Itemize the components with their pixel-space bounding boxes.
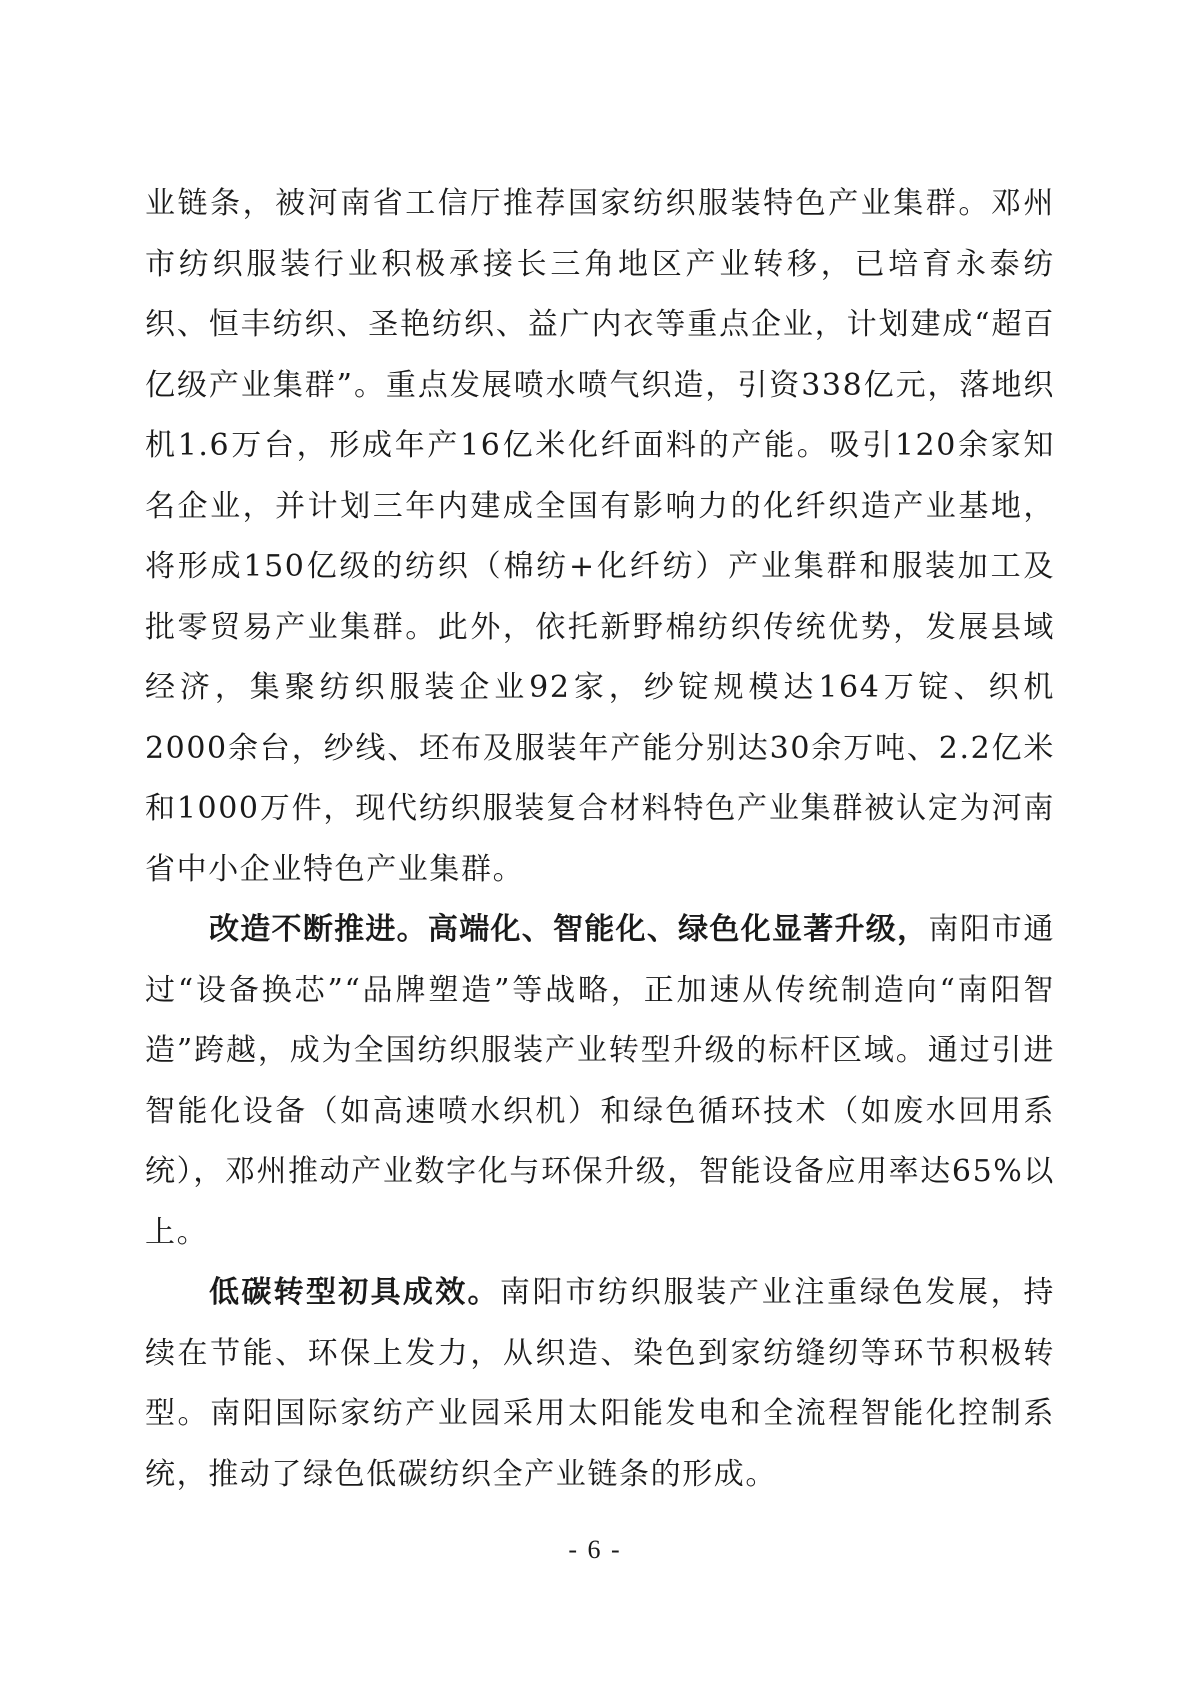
paragraph-lead-heading: 低碳转型初具成效。 xyxy=(209,1275,500,1310)
paragraph-text: 业链条，被河南省工信厅推荐国家纺织服装特色产业集群。邓州市纺织服装行业积极承接长三角地区产业转移，已培育永泰纺织、恒丰纺织、圣艳纺织、益广内衣等重点企业，计划建成“超百亿级产业集群”。重点发展喷水喷气织造，引资338亿元，落地织机1.6万台，形成年产16亿米化纤面料的产能。吸引120余家知名企业，并计划三年内建成全国有影响力的化纤织造产业基地，将形成150亿级的纺织（棉纺+化纤纺）产业集群和服装加工及批零贸易产业集群。此外，依托新野棉纺织传统优势，发展县域经济，集聚纺织服装企业92家，纱锭规模达164万锭、织机2000余台，纱线、坯布及服装年产能分别达30余万吨、2.2亿米和1000万件，现代纺织服装复合材料特色产业集群被认定为河南省中小企业特色产业集群。 xyxy=(145,186,1055,887)
paragraph-low-carbon xyxy=(145,1263,1055,1505)
page-number: - 6 - xyxy=(568,1535,622,1564)
paragraph-upgrade xyxy=(145,900,1055,1263)
paragraph-industry-chain xyxy=(145,174,1055,900)
paragraph-text: 南阳市纺织服装产业注重绿色发展，持续在节能、环保上发力，从织造、染色到家纺缝纫等环节积极转型。南阳国际家纺产业园采用太阳能发电和全流程智能化控制系统，推动了绿色低碳纺织全产业链条的形成。 xyxy=(145,1275,1055,1492)
paragraph-lead-heading: 改造不断推进。高端化、智能化、绿色化显著升级， xyxy=(209,912,929,947)
document-body xyxy=(145,174,1055,1505)
paragraph-text: 南阳市通过“设备换芯”“品牌塑造”等战略，正加速从传统制造向“南阳智造”跨越，成为全国纺织服装产业转型升级的标杆区域。通过引进智能化设备（如高速喷水织机）和绿色循环技术（如废水回用系统），邓州推动产业数字化与环保升级，智能设备应用率达65%以上。 xyxy=(145,912,1055,1250)
